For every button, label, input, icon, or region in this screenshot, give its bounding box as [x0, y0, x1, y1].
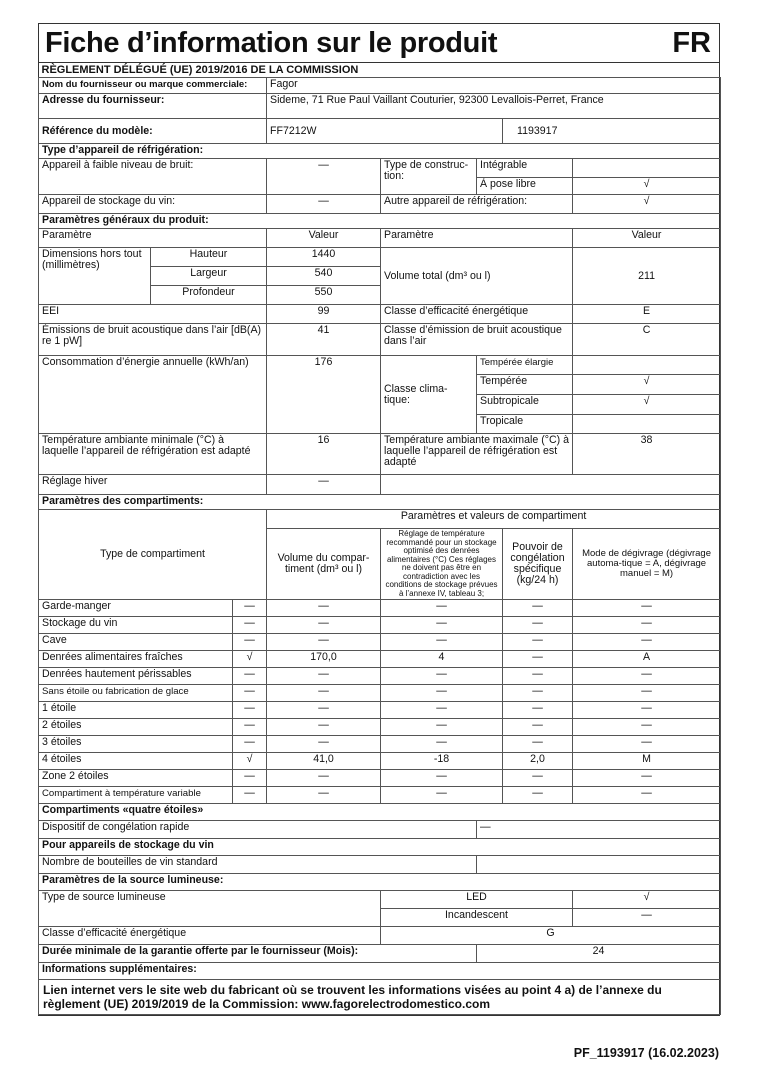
incandescent-value: —	[573, 909, 721, 927]
defrost-col-header: Mode de dégivrage (dégivrage automa-tique = A, dégivrage manuel = M)	[573, 529, 721, 600]
model-label: Référence du modèle:	[39, 119, 267, 144]
guarantee-label: Durée minimale de la garantie offerte par le fournisseur (Mois):	[39, 945, 477, 963]
compartment-temp: 4	[381, 651, 503, 668]
compartment-defrost: —	[573, 634, 721, 651]
noise-class-label: Classe d’émission de bruit acoustique dans l’air	[381, 324, 573, 356]
compartment-name: Garde-manger	[39, 600, 233, 617]
compartment-freeze: —	[503, 685, 573, 702]
depth-label: Profondeur	[151, 286, 267, 305]
compartment-row	[39, 702, 721, 719]
integrable-value	[573, 159, 721, 178]
width-label: Largeur	[151, 267, 267, 286]
max-temp-label: Température ambiante maximale (°C) à laquelle l’appareil de réfrigération est adapté	[381, 434, 573, 475]
compartment-temp: —	[381, 770, 503, 787]
section-four-star: Compartiments «quatre étoiles»	[39, 804, 721, 821]
compartment-temp: —	[381, 787, 503, 804]
supplier-name-value: Fagor	[267, 78, 721, 94]
eei-label: EEI	[39, 305, 267, 324]
compartment-name: Compartiment à température variable	[39, 787, 233, 804]
compartment-temp: —	[381, 685, 503, 702]
compartment-row	[39, 770, 721, 787]
compartment-present: √	[233, 753, 267, 770]
compartment-name: Sans étoile ou fabrication de glace	[39, 685, 233, 702]
section-extra: Informations supplémentaires:	[39, 963, 721, 980]
compartment-name: 3 étoiles	[39, 736, 233, 753]
wine-appliance-label: Appareil de stockage du vin:	[39, 195, 267, 214]
compartment-present: —	[233, 787, 267, 804]
compartment-present: —	[233, 736, 267, 753]
noise-value: 41	[267, 324, 381, 356]
compartment-volume: —	[267, 702, 381, 719]
compartment-freeze: —	[503, 617, 573, 634]
page-title: Fiche d’information sur le produit	[45, 27, 498, 59]
compartment-name: Denrées alimentaires fraîches	[39, 651, 233, 668]
compartment-defrost: —	[573, 787, 721, 804]
wine-bottles-value	[477, 856, 721, 874]
compartment-group-header: Paramètres et valeurs de compartiment	[267, 510, 721, 529]
language-code: FR	[672, 27, 711, 59]
compartment-freeze: —	[503, 600, 573, 617]
compartment-row	[39, 719, 721, 736]
compartment-freeze: —	[503, 668, 573, 685]
param-header-left: Paramètre	[39, 229, 267, 248]
low-noise-value: —	[267, 159, 381, 195]
dimensions-label: Dimensions hors tout (millimètres)	[39, 248, 151, 305]
compartment-row	[39, 753, 721, 770]
compartment-volume: —	[267, 668, 381, 685]
compartment-defrost: —	[573, 600, 721, 617]
compartment-row	[39, 668, 721, 685]
compartment-volume: —	[267, 719, 381, 736]
compartment-present: —	[233, 634, 267, 651]
compartment-type-header: Type de compartiment	[39, 510, 267, 600]
light-class-label: Classe d’efficacité énergétique	[39, 927, 381, 945]
compartment-present: —	[233, 685, 267, 702]
volume-value: 211	[573, 248, 721, 305]
compartment-defrost: A	[573, 651, 721, 668]
climate-value-1: √	[573, 375, 721, 395]
supplier-address-label: Adresse du fournisseur:	[39, 94, 267, 119]
climate-label: Classe clima-tique:	[381, 356, 477, 434]
other-appliance-label: Autre appareil de réfrigération:	[381, 195, 573, 214]
min-temp-label: Température ambiante minimale (°C) à laquelle l’appareil de réfrigération est adapté	[39, 434, 267, 475]
compartment-temp: —	[381, 617, 503, 634]
section-wine: Pour appareils de stockage du vin	[39, 839, 721, 856]
compartment-name: Zone 2 étoiles	[39, 770, 233, 787]
compartment-volume: —	[267, 736, 381, 753]
compartment-present: —	[233, 719, 267, 736]
compartment-temp: —	[381, 702, 503, 719]
compartment-freeze: —	[503, 770, 573, 787]
compartment-volume: —	[267, 617, 381, 634]
climate-label-0: Tempérée élargie	[477, 356, 573, 375]
height-value: 1440	[267, 248, 381, 267]
compartment-freeze: 2,0	[503, 753, 573, 770]
compartment-present: —	[233, 600, 267, 617]
winter-empty	[381, 475, 721, 495]
noise-class-value: C	[573, 324, 721, 356]
compartment-freeze: —	[503, 651, 573, 668]
compartment-volume: 41,0	[267, 753, 381, 770]
climate-value-0	[573, 356, 721, 375]
compartment-volume: —	[267, 685, 381, 702]
compartment-name: Denrées hautement périssables	[39, 668, 233, 685]
compartment-freeze: —	[503, 787, 573, 804]
compartment-present: —	[233, 770, 267, 787]
guarantee-value: 24	[477, 945, 721, 963]
light-type-label: Type de source lumineuse	[39, 891, 381, 927]
supplier-address-value: Sideme, 71 Rue Paul Vaillant Couturier, 92300 Levallois-Perret, France	[267, 94, 721, 119]
document-reference: PF_1193917 (16.02.2023)	[573, 1046, 719, 1060]
compartment-defrost: —	[573, 736, 721, 753]
led-value: √	[573, 891, 721, 909]
compartment-freeze: —	[503, 634, 573, 651]
compartment-name: 2 étoiles	[39, 719, 233, 736]
volume-col-header: Volume du compar-timent (dm³ ou l)	[267, 529, 381, 600]
compartment-freeze: —	[503, 719, 573, 736]
compartment-row	[39, 600, 721, 617]
compartment-temp: -18	[381, 753, 503, 770]
compartment-volume: —	[267, 600, 381, 617]
climate-value-2: √	[573, 395, 721, 415]
compartment-defrost: M	[573, 753, 721, 770]
energy-class-value: E	[573, 305, 721, 324]
compartment-row	[39, 685, 721, 702]
energy-class-label: Classe d’efficacité énergétique	[381, 305, 573, 324]
manufacturer-link: Lien internet vers le site web du fabricant où se trouvent les informations visées au point 4 a) de l’annexe du règlement (UE) 2019/2019 de la Commission: www.fagorelectrodomestico.com	[39, 980, 721, 1015]
value-header-right: Valeur	[573, 229, 721, 248]
construction-label: Type de construc-tion:	[381, 159, 477, 195]
section-general-params: Paramètres généraux du produit:	[39, 214, 721, 229]
climate-label-3: Tropicale	[477, 415, 573, 434]
climate-label-1: Tempérée	[477, 375, 573, 395]
compartment-row	[39, 787, 721, 804]
compartment-present: —	[233, 702, 267, 719]
supplier-name-label: Nom du fournisseur ou marque commerciale:	[39, 78, 267, 94]
compartment-freeze: —	[503, 702, 573, 719]
freeze-col-header: Pouvoir de congélation spécifique (kg/24 h)	[503, 529, 573, 600]
compartment-defrost: —	[573, 770, 721, 787]
winter-value: —	[267, 475, 381, 495]
compartment-defrost: —	[573, 617, 721, 634]
incandescent-label: Incandescent	[381, 909, 573, 927]
min-temp-value: 16	[267, 434, 381, 475]
title-bar	[39, 24, 719, 63]
height-label: Hauteur	[151, 248, 267, 267]
depth-value: 550	[267, 286, 381, 305]
led-label: LED	[381, 891, 573, 909]
regulation-title: RÈGLEMENT DÉLÉGUÉ (UE) 2019/2016 DE LA COMMISSION	[41, 64, 359, 76]
other-appliance-value: √	[573, 195, 721, 214]
compartment-volume: —	[267, 787, 381, 804]
climate-label-2: Subtropicale	[477, 395, 573, 415]
compartment-name: 4 étoiles	[39, 753, 233, 770]
noise-label: Émissions de bruit acoustique dans l’air [dB(A) re 1 pW]	[39, 324, 267, 356]
rapid-freeze-value: —	[477, 821, 721, 839]
integrable-label: Intégrable	[477, 159, 573, 178]
compartment-defrost: —	[573, 702, 721, 719]
eei-value: 99	[267, 305, 381, 324]
section-compartments: Paramètres des compartiments:	[39, 495, 721, 510]
volume-label: Volume total (dm³ ou l)	[381, 248, 573, 305]
value-header-left: Valeur	[267, 229, 381, 248]
product-information-sheet	[38, 23, 720, 1016]
compartment-row	[39, 736, 721, 753]
compartment-row	[39, 651, 721, 668]
param-header-right: Paramètre	[381, 229, 573, 248]
compartment-defrost: —	[573, 668, 721, 685]
low-noise-label: Appareil à faible niveau de bruit:	[39, 159, 267, 195]
section-light: Paramètres de la source lumineuse:	[39, 874, 721, 891]
model-value: FF7212W	[267, 119, 503, 144]
freestanding-label: À pose libre	[477, 178, 573, 195]
freestanding-value: √	[573, 178, 721, 195]
model-code: 1193917	[503, 119, 721, 144]
info-table	[38, 63, 721, 1015]
compartment-volume: —	[267, 634, 381, 651]
compartment-name: Stockage du vin	[39, 617, 233, 634]
section-appliance-type: Type d’appareil de réfrigération:	[39, 144, 721, 159]
consumption-value: 176	[267, 356, 381, 434]
temp-col-header: Réglage de température recommandé pour un stockage optimisé des denrées alimentaires (°C) Ces réglages ne doivent pas être en contradiction avec les conditions de stockage prévues à l’annexe IV, tableau 3;	[381, 529, 503, 600]
compartment-temp: —	[381, 634, 503, 651]
compartment-present: —	[233, 668, 267, 685]
compartment-name: Cave	[39, 634, 233, 651]
compartment-present: —	[233, 617, 267, 634]
climate-value-3	[573, 415, 721, 434]
compartment-temp: —	[381, 668, 503, 685]
width-value: 540	[267, 267, 381, 286]
consumption-label: Consommation d’énergie annuelle (kWh/an)	[39, 356, 267, 434]
rapid-freeze-label: Dispositif de congélation rapide	[39, 821, 477, 839]
compartment-temp: —	[381, 736, 503, 753]
wine-appliance-value: —	[267, 195, 381, 214]
wine-bottles-label: Nombre de bouteilles de vin standard	[39, 856, 477, 874]
compartment-present: √	[233, 651, 267, 668]
compartment-temp: —	[381, 719, 503, 736]
compartment-name: 1 étoile	[39, 702, 233, 719]
light-class-value: G	[381, 927, 721, 945]
compartment-defrost: —	[573, 719, 721, 736]
max-temp-value: 38	[573, 434, 721, 475]
compartment-volume: 170,0	[267, 651, 381, 668]
compartment-row	[39, 634, 721, 651]
compartment-defrost: —	[573, 685, 721, 702]
compartment-freeze: —	[503, 736, 573, 753]
compartment-row	[39, 617, 721, 634]
compartment-temp: —	[381, 600, 503, 617]
winter-label: Réglage hiver	[39, 475, 267, 495]
compartment-volume: —	[267, 770, 381, 787]
